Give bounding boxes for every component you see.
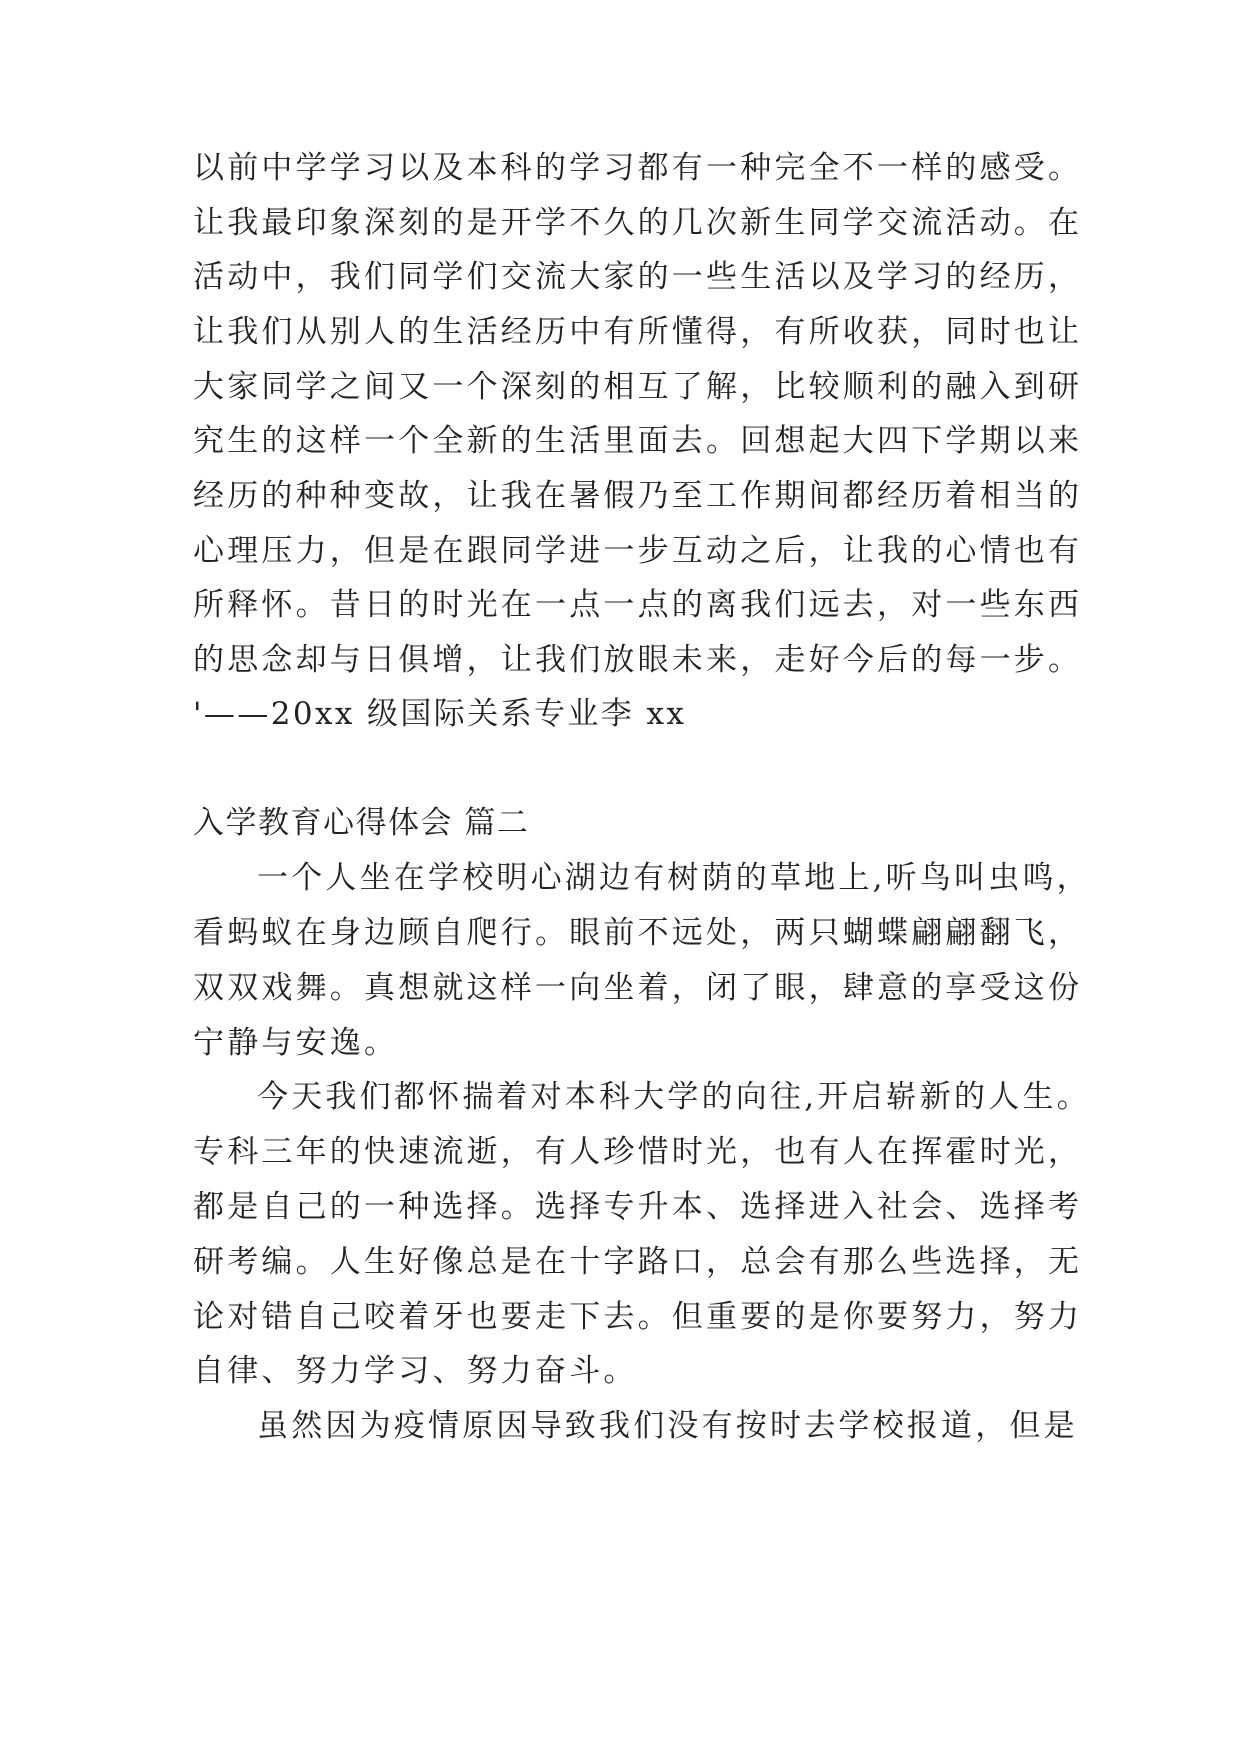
text-line: 大家同学之间又一个深刻的相互了解，比较顺利的融入到研 (193, 369, 1083, 405)
text-line: 专科三年的快速流逝，有人珍惜时光，也有人在挥霍时光， (193, 1134, 1083, 1170)
text-line: 虽然因为疫情原因导致我们没有按时去学校报道，但是 (257, 1408, 1078, 1444)
text-line: 一个人坐在学校明心湖边有树荫的草地上,听鸟叫虫鸣， (257, 860, 1091, 896)
text-line: 研考编。人生好像总是在十字路口，总会有那么些选择，无 (193, 1244, 1083, 1280)
text-line: 论对错自己咬着牙也要走下去。但重要的是你要努力，努力 (193, 1299, 1083, 1335)
text-line: 自律、努力学习、努力奋斗。 (193, 1353, 638, 1389)
text-line: 活动中，我们同学们交流大家的一些生活以及学习的经历， (193, 259, 1083, 295)
text-line: 让我们从别人的生活经历中有所懂得，有所收获，同时也让 (193, 314, 1083, 350)
text-line: 让我最印象深刻的是开学不久的几次新生同学交流活动。在 (193, 205, 1083, 241)
text-line: 的思念却与日俱增，让我们放眼未来，走好今后的每一步。 (193, 642, 1083, 678)
text-line: 双双戏舞。真想就这样一向坐着，闭了眼，肆意的享受这份 (193, 970, 1083, 1006)
text-line: 都是自己的一种选择。选择专升本、选择进入社会、选择考 (193, 1189, 1083, 1225)
text-line: 究生的这样一个全新的生活里面去。回想起大四下学期以来 (193, 423, 1083, 459)
text-line: 所释怀。昔日的时光在一点一点的离我们远去，对一些东西 (193, 587, 1083, 623)
text-line: 经历的种种变故，让我在暑假乃至工作期间都经历着相当的 (193, 478, 1083, 514)
text-line: 今天我们都怀揣着对本科大学的向往,开启崭新的人生。 (257, 1079, 1091, 1115)
text-line: 心理压力，但是在跟同学进一步互动之后，让我的心情也有 (193, 533, 1083, 569)
section-heading: 入学教育心得体会 篇二 (193, 805, 530, 841)
text-line: 看蚂蚁在身边顾自爬行。眼前不远处，两只蝴蝶翩翩翻飞， (193, 915, 1083, 951)
text-line: 以前中学学习以及本科的学习都有一种完全不一样的感受。 (193, 150, 1083, 186)
text-line: 宁静与安逸。 (193, 1025, 399, 1061)
signature-line: '——20xx 级国际关系专业李 xx (193, 696, 687, 732)
